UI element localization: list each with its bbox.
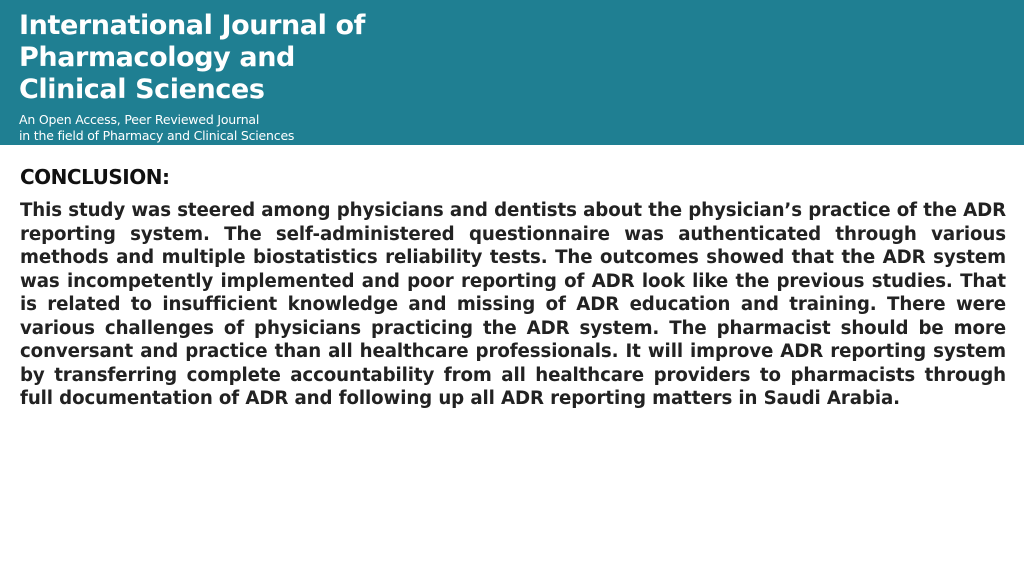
section-heading: CONCLUSION: [20,165,170,189]
journal-tagline: An Open Access, Peer Reviewed Journal in the field of Pharmacy and Clinical Sciences [19,112,295,143]
journal-title: International Journal of Pharmacology and Clinical Sciences [19,10,365,105]
section-body-text: This study was steered among physicians and dentists about the physician’s practice of the ADR reporting system. The self-administered questionnaire was authenticated through various methods and multiple biostatistics reliability tests. The outcomes showed that the ADR system was incompetently implemented and poor reporting of ADR look like the previous studies. That is related to insufficient knowledge and missing of ADR education and training. There were various challenges of physicians practicing the ADR system. The pharmacist should be more conversant and practice than all healthcare professionals. It will improve ADR reporting system by transferring complete accountability from all healthcare providers to pharmacists through full documentation of ADR and following up all ADR reporting matters in Saudi Arabia. [20,200,1006,409]
journal-header-banner [0,0,1024,145]
conclusion-section [20,163,1006,411]
